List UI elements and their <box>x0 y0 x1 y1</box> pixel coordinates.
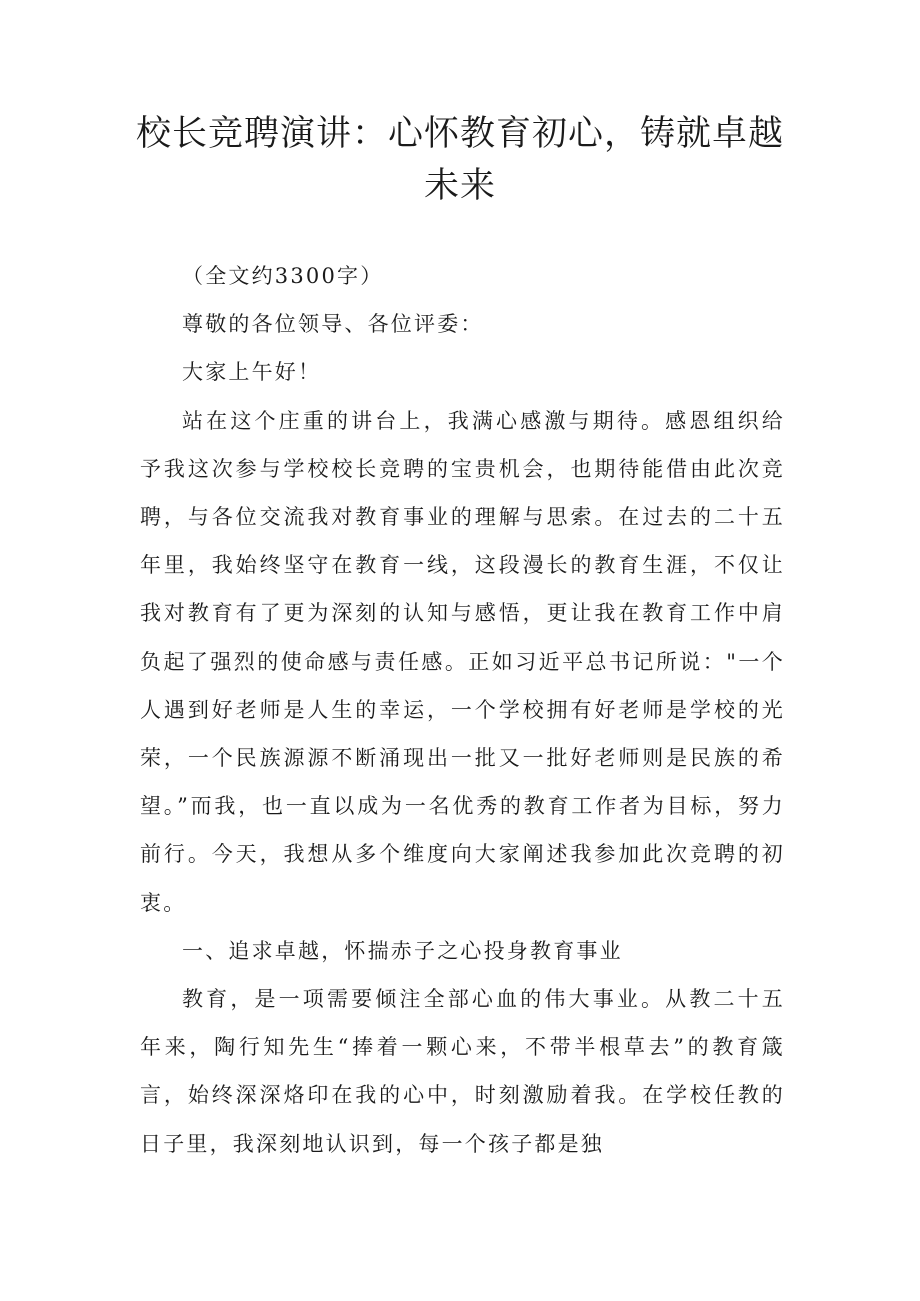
greeting: 大家上午好！ <box>182 360 322 385</box>
document-body <box>140 252 785 1168</box>
title-line-1: 校长竞聘演讲：心怀教育初心，铸就卓越 <box>135 114 784 154</box>
section-heading: 一、追求卓越，怀揣赤子之心投身教育事业 <box>182 938 623 963</box>
document-title <box>120 108 800 212</box>
title-line-2: 未来 <box>423 166 496 206</box>
body-paragraph: 教育，是一项需要倾注全部心血的伟大事业。从教二十五年来，陶行知先生“捧着一颗心来，不带半根草去”的教育箴言，始终深深烙印在我的心中，时刻激励着我。在学校任教的日子里，我深刻地认识到，每一个孩子都是独 <box>140 987 785 1156</box>
salutation: 尊敬的各位领导、各位评委： <box>182 312 484 337</box>
word-count-note: （全文约3300字） <box>182 264 384 288</box>
body-paragraph: 站在这个庄重的讲台上，我满心感激与期待。感恩组织给予我这次参与学校校长竞聘的宝贵机会，也期待能借由此次竞聘，与各位交流我对教育事业的理解与思索。在过去的二十五年里，我始终坚守在教育一线，这段漫长的教育生涯，不仅让我对教育有了更为深刻的认知与感悟，更让我在教育工作中肩负起了强烈的使命感与责任感。正如习近平总书记所说："一个人遇到好老师是人生的幸运，一个学校拥有好老师是学校的光荣，一个民族源源不断涌现出一批又一批好老师则是民族的希望。”而我，也一直以成为一名优秀的教育工作者为目标，努力前行。今天，我想从多个维度向大家阐述我参加此次竞聘的初衷。 <box>140 408 785 915</box>
